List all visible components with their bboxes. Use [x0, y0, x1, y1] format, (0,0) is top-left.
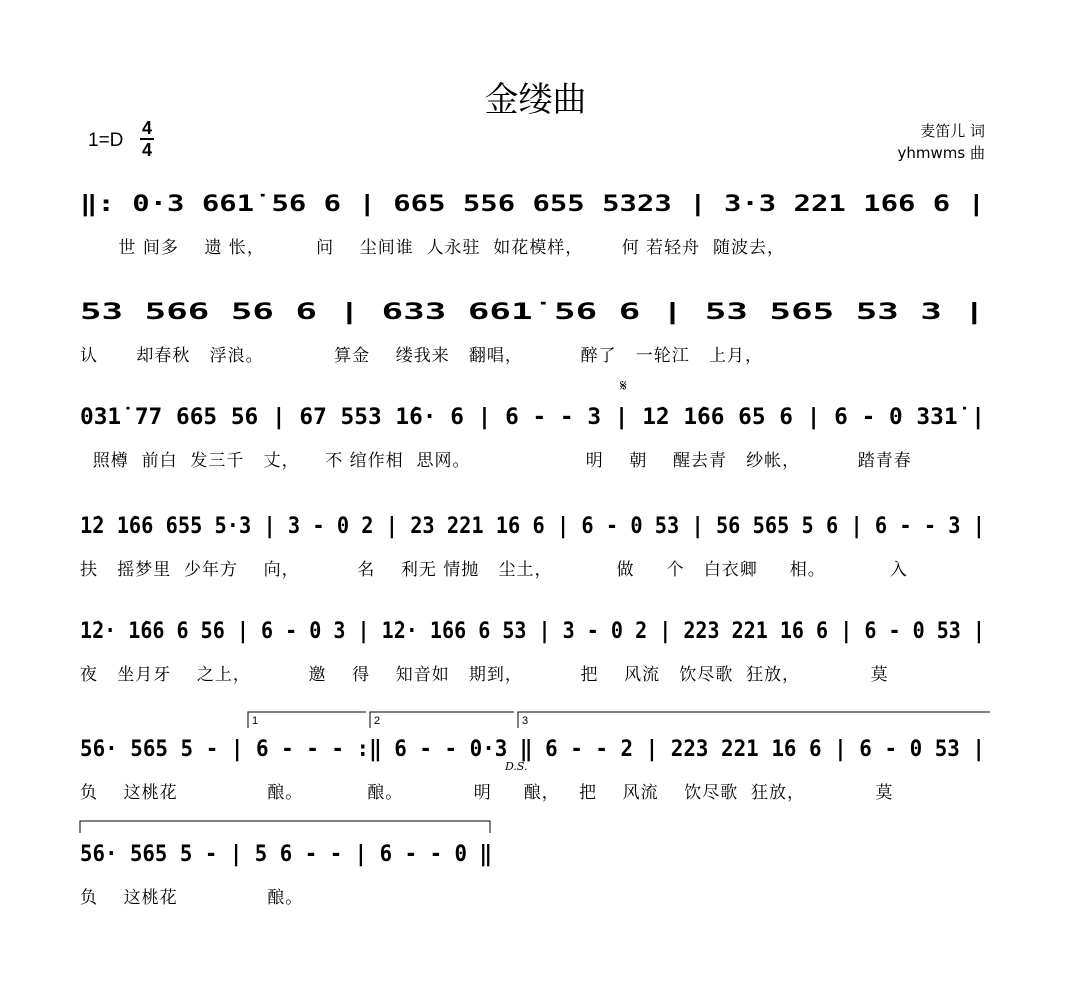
notation-text-7: 56· 565 5 - | 5 6 - - | 6 - - 0 ‖ [80, 842, 492, 867]
notation-line-7 [80, 835, 500, 875]
notation-text-1: ‖: 0·3 661̇ 56 6 | 665 556 655 5323 | 3·3 221 166 6 | [80, 192, 985, 217]
ds-marking: D.S. [505, 760, 528, 773]
notation-line-3 [80, 398, 992, 438]
lyrics-line-4: 扶 摇梦里 少年方 向， 名 利无 情抛 尘土， 做 个 白衣卿 相。 入 [80, 560, 908, 580]
notation-line-6 [80, 730, 992, 770]
notation-text-5: 1̇2· 1̇66 6 56 | 6 - 0 3 | 1̇2· 1̇66 6 53 | 3 - 0 2 | 223 221 16 6 | 6 - 0 53 | [80, 619, 985, 644]
song-title: 金缕曲 [484, 80, 587, 120]
final-ending-bracket [80, 821, 490, 833]
time-signature-top: 4 [141, 118, 152, 138]
lyrics-line-1: 世 间多 遗 怅， 问 尘间谁 人永驻 如花模样， 何 若轻舟 随波去， [80, 238, 785, 258]
lyrics-line-6: 负 这桃花 酿。 酿。 明 酿， 把 风流 饮尽歌 狂放， 莫 [80, 783, 894, 803]
lyricist-credit: 麦笛儿 词 [920, 122, 985, 140]
notation-line-2 [80, 293, 992, 333]
first-ending-label: 1 [252, 715, 259, 727]
lyrics-line-7: 负 这桃花 酿。 [80, 888, 304, 908]
notation-text-4: 1̇2 1̇66 655 5·3 | 3 - 0 2 | 23 221 16 6 | 6 - 0 53 | 56 565 5 6 | 6 - - 3 | [80, 514, 985, 539]
notation-text-3: 031̇ 77 665 56 | 67 553 1̇6· 6 | 6 - - 3 | 1̇2 1̇66 65 6 | 6 - 0 331̇ | [80, 405, 985, 430]
third-ending-bracket [518, 712, 990, 728]
ending-brackets [80, 710, 992, 730]
notation-text-2: 53 566 56 6 | 633 661̇ 56 6 | 53 565 53 3 | [80, 300, 985, 325]
notation-line-5 [80, 612, 992, 652]
third-ending-label: 3 [522, 715, 529, 727]
composer-credit: yhmwms 曲 [897, 144, 985, 162]
time-signature-bottom: 4 [141, 140, 152, 160]
lyrics-line-2: 认 却春秋 浮浪。 算金 缕我来 翻唱， 醉了 一轮江 上月， [80, 346, 763, 366]
segno-mark: 𝄋 [620, 376, 627, 395]
first-ending-bracket [248, 712, 366, 728]
notation-text-6: 56· 565 5 - | 6 - - - :‖ 6 - - 0·3 ‖ 6 - - 2 | 223 221 16 6 | 6 - 0 53 | [80, 737, 985, 762]
time-signature [138, 118, 156, 160]
second-ending-bracket [370, 712, 514, 728]
key-signature: 1=D [88, 130, 124, 151]
lyrics-line-5: 夜 坐月牙 之上， 邀 得 知音如 期到， 把 风流 饮尽歌 狂放， 莫 [80, 665, 889, 685]
notation-line-4 [80, 507, 992, 547]
credits [898, 120, 985, 164]
second-ending-label: 2 [374, 715, 381, 727]
lyrics-line-3: 照樽 前白 发三千 丈， 不 绾作相 思网。 明 朝 醒去青 纱帐， 踏青春 [80, 451, 912, 471]
final-bracket [80, 819, 500, 835]
notation-line-1 [80, 185, 992, 225]
